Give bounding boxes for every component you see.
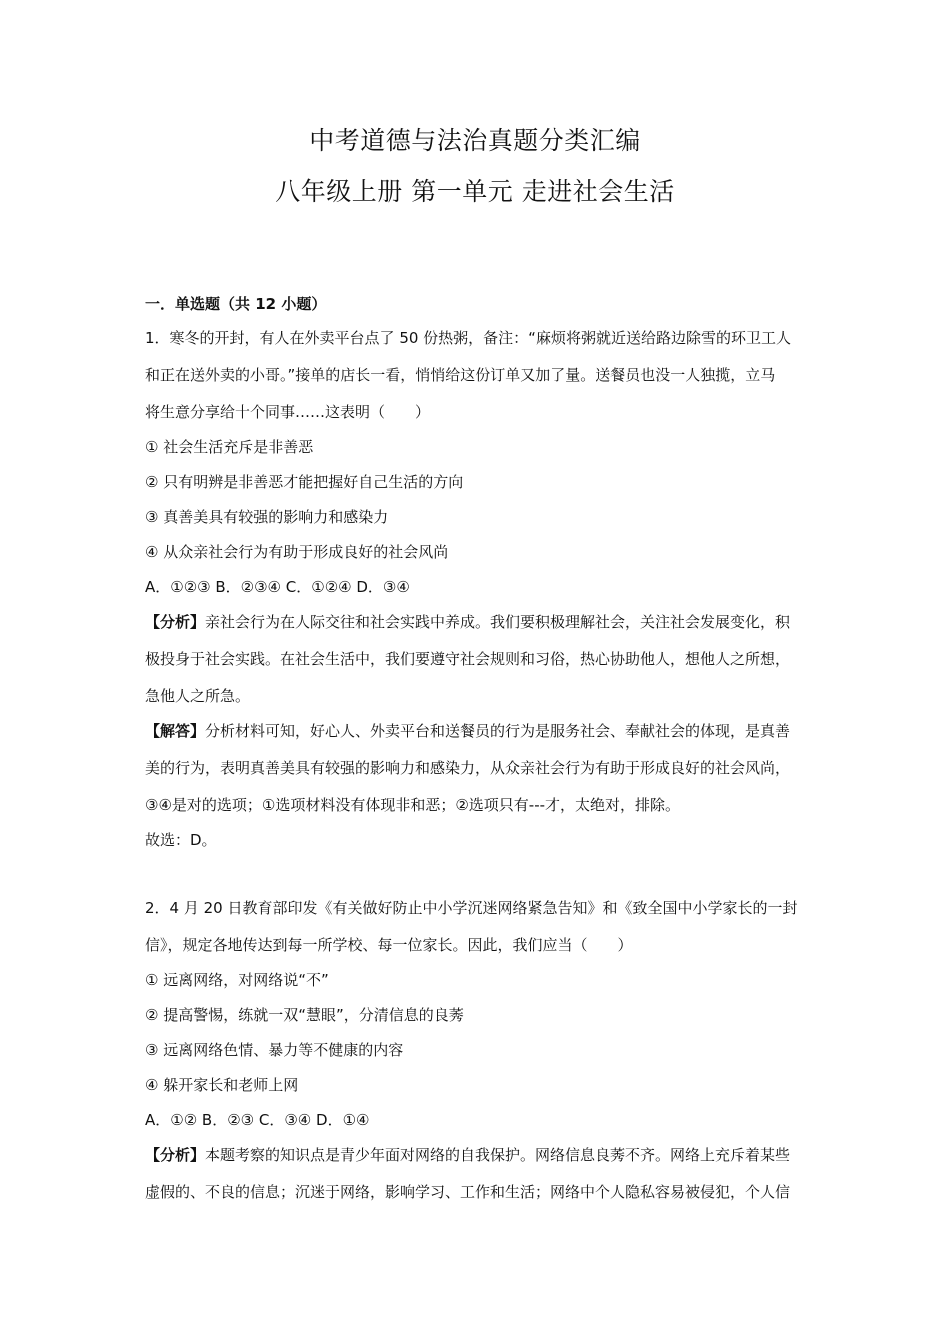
q1-answer-line-2: 美的行为，表明真善美具有较强的影响力和感染力，从众亲社会行为有助于形成良好的社会风尚， [145, 759, 791, 777]
q1-option-3: ③ 真善美具有较强的影响力和感染力 [145, 508, 389, 526]
q1-analysis-line-3: 急他人之所急。 [145, 687, 251, 705]
document-subtitle: 八年级上册 第一单元 走进社会生活 [275, 177, 675, 206]
q2-stem-line-1: 2．4 月 20 日教育部印发《有关做好防止中小学沉迷网络紧急告知》和《致全国中小学家长的一封 [145, 899, 798, 917]
q2-stem-line-2: 信》，规定各地传达到每一所学校、每一位家长。因此，我们应当（ ） [145, 936, 633, 954]
q2-option-2: ② 提高警惕，练就一双“慧眼”，分清信息的良莠 [145, 1006, 464, 1024]
q1-choices: A．①②③ B．②③④ C．①②④ D．③④ [145, 578, 410, 596]
q2-analysis-line-2: 虚假的、不良的信息；沉迷于网络，影响学习、工作和生活；网络中个人隐私容易被侵犯，个人信 [145, 1183, 791, 1201]
q1-option-1: ① 社会生活充斥是非善恶 [145, 438, 314, 456]
section-heading: 一．单选题（共 12 小题） [145, 295, 327, 313]
q1-answer-label: 【解答】 [145, 722, 206, 740]
q1-analysis-line-1 [145, 612, 790, 632]
q1-stem-line-1: 1．寒冬的开封，有人在外卖平台点了 50 份热粥，备注：“麻烦将粥就近送给路边除雪的环卫工人 [145, 329, 791, 347]
q2-option-3: ③ 远离网络色情、暴力等不健康的内容 [145, 1041, 404, 1059]
q1-analysis-text: 亲社会行为在人际交往和社会实践中养成。我们要积极理解社会，关注社会发展变化，积 [205, 613, 791, 631]
q2-option-4: ④ 躲开家长和老师上网 [145, 1076, 299, 1094]
q1-analysis-line-2: 极投身于社会实践。在社会生活中，我们要遵守社会规则和习俗，热心协助他人，想他人之所想， [145, 650, 791, 668]
q1-answer-line-3: ③④是对的选项；①选项材料没有体现非和恶；②选项只有---才，太绝对，排除。 [145, 796, 681, 814]
q1-option-2: ② 只有明辨是非善恶才能把握好自己生活的方向 [145, 473, 464, 491]
q1-result: 故选：D。 [145, 831, 217, 849]
q1-answer-line-1 [145, 721, 790, 741]
q1-option-4: ④ 从众亲社会行为有助于形成良好的社会风尚 [145, 543, 449, 561]
q1-answer-text: 分析材料可知，好心人、外卖平台和送餐员的行为是服务社会、奉献社会的体现，是真善 [205, 722, 791, 740]
q2-option-1: ① 远离网络，对网络说“不” [145, 971, 329, 989]
q2-analysis-line-1 [145, 1145, 790, 1165]
q2-analysis-text: 本题考察的知识点是青少年面对网络的自我保护。网络信息良莠不齐。网络上充斥着某些 [205, 1146, 791, 1164]
q1-stem-line-3: 将生意分享给十个同事……这表明（ ） [145, 403, 431, 421]
document-title: 中考道德与法治真题分类汇编 [309, 126, 641, 155]
q1-stem-line-2: 和正在送外卖的小哥。”接单的店长一看，悄悄给这份订单又加了量。送餐员也没一人独揽，立马 [145, 366, 776, 384]
q2-analysis-label: 【分析】 [145, 1146, 206, 1164]
q2-choices: A．①② B．②③ C．③④ D．①④ [145, 1111, 370, 1129]
q1-analysis-label: 【分析】 [145, 613, 206, 631]
